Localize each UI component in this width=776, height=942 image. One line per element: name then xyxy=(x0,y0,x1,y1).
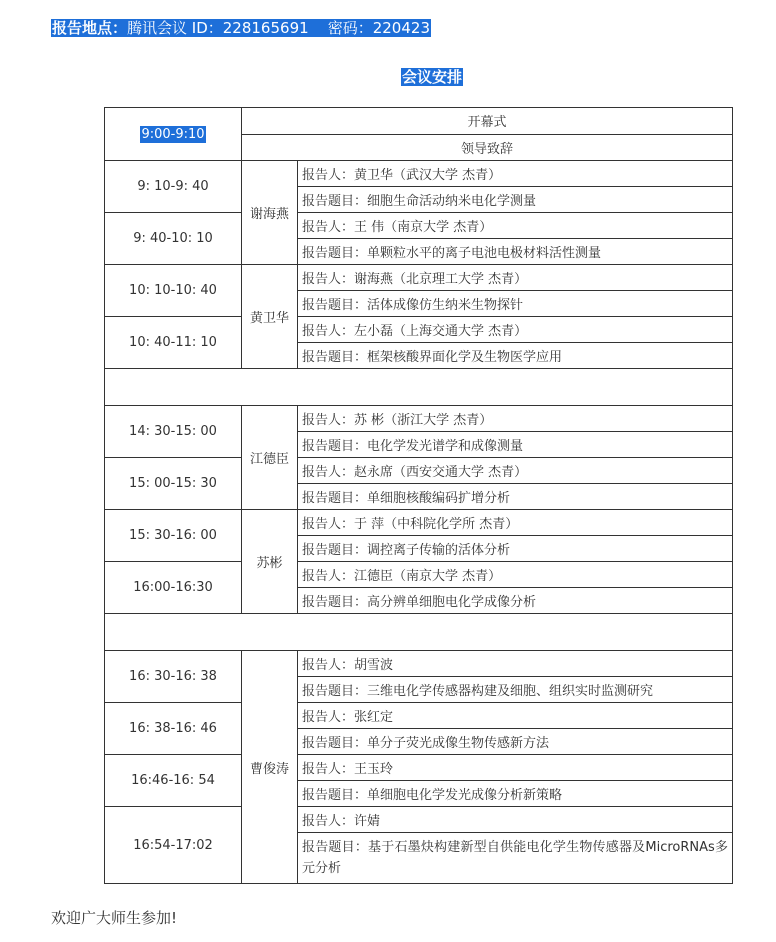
time-cell: 14: 30-15: 00 xyxy=(105,406,242,458)
opening-item: 开幕式 xyxy=(242,108,733,135)
time-cell: 16: 38-16: 46 xyxy=(105,703,242,755)
break-row xyxy=(105,614,733,651)
time-cell: 16:46-16: 54 xyxy=(105,755,242,807)
speaker-cell: 报告人：王玉玲 xyxy=(298,755,733,781)
topic-cell: 报告题目：基于石墨炔构建新型自供能电化学生物传感器及MicroRNAs多元分析 xyxy=(298,833,733,884)
topic-cell: 报告题目：调控离子传输的活体分析 xyxy=(298,536,733,562)
chair-cell: 谢海燕 xyxy=(242,161,298,265)
topic-cell: 报告题目：单细胞核酸编码扩增分析 xyxy=(298,484,733,510)
table-row xyxy=(105,108,733,135)
table-row xyxy=(105,213,733,239)
time-cell: 10: 40-11: 10 xyxy=(105,317,242,369)
time-cell: 16: 30-16: 38 xyxy=(105,651,242,703)
time-cell: 9: 40-10: 10 xyxy=(105,213,242,265)
chair-cell: 曹俊涛 xyxy=(242,651,298,884)
time-cell: 15: 00-15: 30 xyxy=(105,458,242,510)
table-row xyxy=(105,265,733,291)
topic-cell: 报告题目：单细胞电化学发光成像分析新策略 xyxy=(298,781,733,807)
opening-item: 领导致辞 xyxy=(242,134,733,161)
time-cell: 16:00-16:30 xyxy=(105,562,242,614)
speaker-cell: 报告人：黄卫华（武汉大学 杰青） xyxy=(298,161,733,187)
table-row xyxy=(105,406,733,432)
speaker-cell: 报告人：谢海燕（北京理工大学 杰青） xyxy=(298,265,733,291)
table-row xyxy=(105,807,733,833)
time-cell: 15: 30-16: 00 xyxy=(105,510,242,562)
table-row xyxy=(105,703,733,729)
break-row xyxy=(105,369,733,406)
topic-cell: 报告题目：高分辨单细胞电化学成像分析 xyxy=(298,588,733,614)
speaker-cell: 报告人：左小磊（上海交通大学 杰青） xyxy=(298,317,733,343)
topic-cell: 报告题目：单分子荧光成像生物传感新方法 xyxy=(298,729,733,755)
table-row xyxy=(105,317,733,343)
topic-cell: 报告题目：框架核酸界面化学及生物医学应用 xyxy=(298,343,733,369)
speaker-cell: 报告人：许婧 xyxy=(298,807,733,833)
location-line xyxy=(51,17,431,39)
speaker-cell: 报告人：张红定 xyxy=(298,703,733,729)
table-row xyxy=(105,458,733,484)
chair-cell: 黄卫华 xyxy=(242,265,298,369)
table-row xyxy=(105,651,733,677)
table-row xyxy=(105,510,733,536)
chair-cell: 苏彬 xyxy=(242,510,298,614)
opening-time-cell: 9:00-9:10 xyxy=(105,108,242,161)
speaker-cell: 报告人：江德臣（南京大学 杰青） xyxy=(298,562,733,588)
topic-cell: 报告题目：单颗粒水平的离子电池电极材料活性测量 xyxy=(298,239,733,265)
schedule-table xyxy=(104,107,733,884)
table-row xyxy=(105,161,733,187)
chair-cell: 江德臣 xyxy=(242,406,298,510)
location-label: 报告地点： xyxy=(52,19,128,37)
time-cell: 9: 10-9: 40 xyxy=(105,161,242,213)
topic-cell: 报告题目：三维电化学传感器构建及细胞、组织实时监测研究 xyxy=(298,677,733,703)
speaker-cell: 报告人：赵永席（西安交通大学 杰青） xyxy=(298,458,733,484)
time-cell: 10: 10-10: 40 xyxy=(105,265,242,317)
footer-text: 欢迎广大师生参加! xyxy=(51,909,178,927)
topic-cell: 报告题目：细胞生命活动纳米电化学测量 xyxy=(298,187,733,213)
topic-cell: 报告题目：活体成像仿生纳米生物探针 xyxy=(298,291,733,317)
location-value: 腾讯会议 ID：228165691 密码：220423 xyxy=(127,19,430,37)
topic-cell: 报告题目：电化学发光谱学和成像测量 xyxy=(298,432,733,458)
time-cell: 16:54-17:02 xyxy=(105,807,242,884)
speaker-cell: 报告人：于 萍（中科院化学所 杰青） xyxy=(298,510,733,536)
table-row xyxy=(105,562,733,588)
speaker-cell: 报告人：胡雪波 xyxy=(298,651,733,677)
speaker-cell: 报告人：苏 彬（浙江大学 杰青） xyxy=(298,406,733,432)
speaker-cell: 报告人：王 伟（南京大学 杰青） xyxy=(298,213,733,239)
agenda-title: 会议安排 xyxy=(402,68,463,86)
table-row xyxy=(105,755,733,781)
